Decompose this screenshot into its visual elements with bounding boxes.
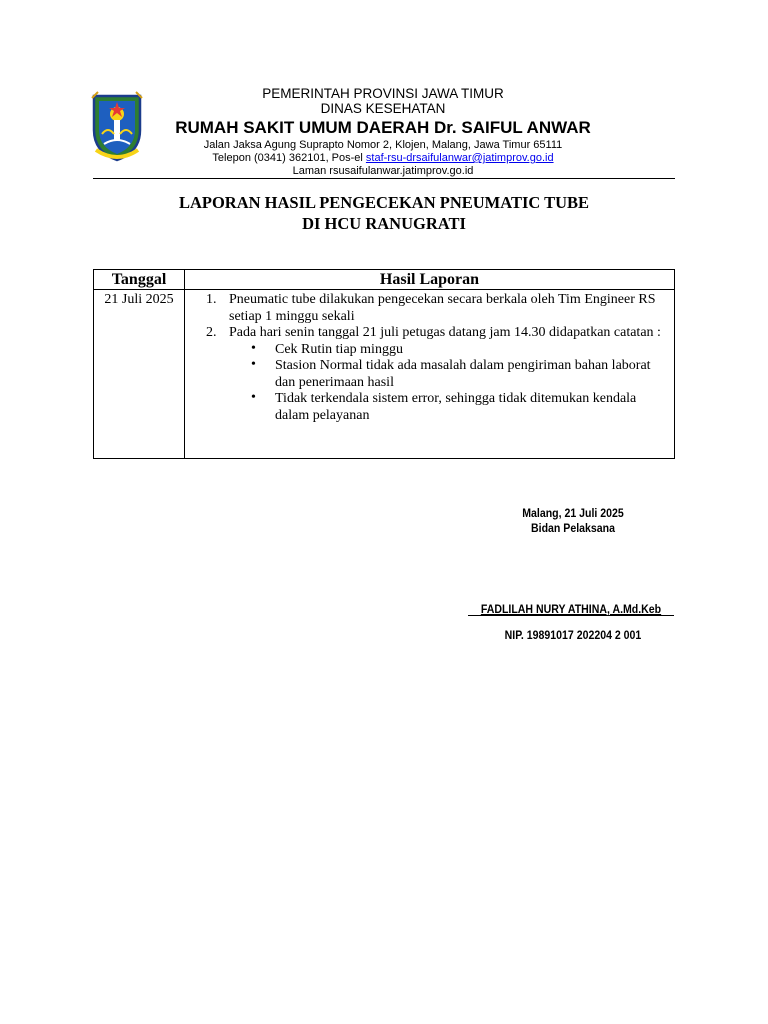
- bullet-icon: •: [251, 357, 256, 372]
- hospital-name: RUMAH SAKIT UMUM DAERAH Dr. SAIFUL ANWAR: [175, 118, 591, 137]
- title-line-1: LAPORAN HASIL PENGECEKAN PNEUMATIC TUBE: [178, 193, 590, 212]
- place-date: Malang, 21 Juli 2025: [522, 506, 624, 520]
- list-number: 1.: [206, 292, 217, 307]
- notes-list: [229, 342, 664, 425]
- list-item: [206, 325, 664, 424]
- hospital-address: Jalan Jaksa Agung Suprapto Nomor 2, Klojen, Malang, Jawa Timur 65111: [203, 139, 563, 151]
- list-item: [206, 292, 664, 325]
- government-name: PEMERINTAH PROVINSI JAWA TIMUR: [262, 86, 504, 101]
- contact-line: [150, 152, 616, 165]
- bullet-item: [251, 357, 664, 391]
- report-content: [185, 290, 675, 459]
- bullet-text: Tidak terkendala sistem error, sehingga tidak ditemukan kendala dalam pelayanan: [275, 391, 637, 423]
- list-item-text: Pneumatic tube dilakukan pengecekan secara berkala oleh Tim Engineer RS setiap 1 minggu sekali: [229, 292, 656, 324]
- bullet-icon: •: [251, 340, 256, 356]
- signer-role: Bidan Pelaksana: [531, 521, 615, 535]
- phone-text: Telepon (0341) 362101, Pos-el: [212, 152, 366, 164]
- bullet-text: Cek Rutin tiap minggu: [275, 341, 403, 357]
- report-table: [93, 269, 675, 459]
- report-list: [185, 292, 664, 424]
- table-header-row: [94, 270, 675, 290]
- signature-underline: [468, 615, 674, 616]
- title-line-2: DI HCU RANUGRATI: [302, 214, 466, 233]
- report-date: 21 Juli 2025: [94, 290, 185, 459]
- header-result: Hasil Laporan: [185, 270, 675, 290]
- letterhead: [150, 86, 616, 178]
- document-title: [93, 192, 675, 234]
- website-text: Laman rsusaifulanwar.jatimprov.go.id: [292, 165, 474, 177]
- province-emblem-icon: [90, 90, 144, 162]
- email-link[interactable]: staf-rsu-drsaifulanwar@jatimprov.go.id: [365, 152, 554, 164]
- bullet-text: Stasion Normal tidak ada masalah dalam pengiriman bahan laborat dan penerimaan hasil: [275, 358, 651, 390]
- letterhead-divider: [93, 178, 675, 179]
- department-name: DINAS KESEHATAN: [320, 101, 446, 116]
- signature-block: [482, 506, 663, 536]
- list-number: 2.: [206, 325, 217, 340]
- bullet-item: [251, 340, 664, 359]
- bullet-icon: •: [251, 390, 256, 405]
- header-date: Tanggal: [94, 270, 185, 290]
- list-item-text: Pada hari senin tanggal 21 juli petugas datang jam 14.30 didapatkan catatan :: [229, 325, 661, 340]
- signer-nip: NIP. 19891017 202204 2 001: [504, 628, 642, 642]
- table-row: [94, 290, 675, 459]
- signer-name: FADLILAH NURY ATHINA, A.Md.Keb: [480, 602, 662, 616]
- bullet-item: [251, 390, 664, 424]
